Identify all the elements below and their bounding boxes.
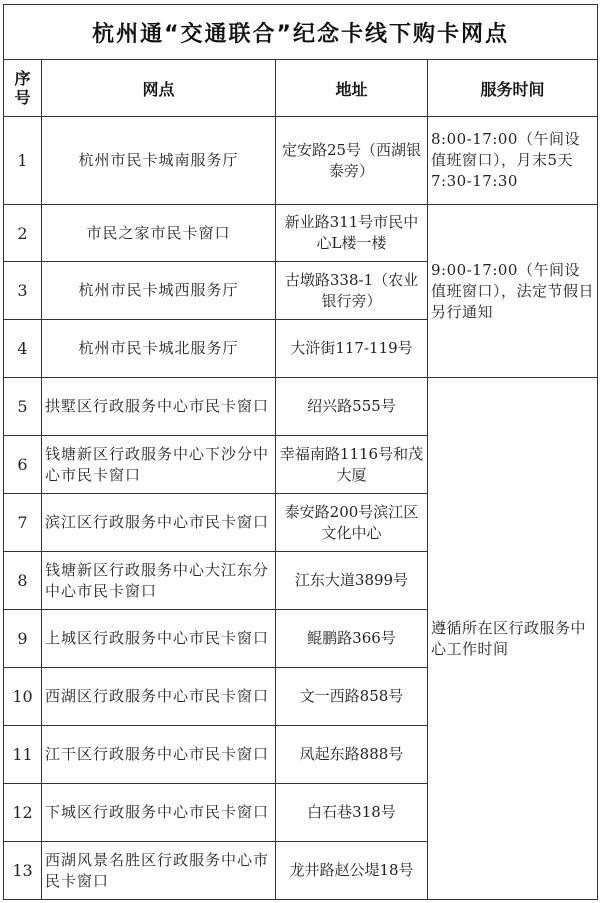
- header-row: [4, 60, 598, 117]
- row-outlet: 西湖风景名胜区行政服务中心市民卡窗口: [42, 842, 276, 900]
- row-seq: 8: [4, 552, 42, 610]
- row-address: 古墩路338-1（农业银行旁）: [276, 262, 428, 320]
- row-seq: 12: [4, 784, 42, 842]
- row-outlet: 杭州市民卡城西服务厅: [42, 262, 276, 320]
- table-title: 杭州通“交通联合”纪念卡线下购卡网点: [4, 5, 598, 60]
- row-address: 定安路25号（西湖银泰旁）: [276, 117, 428, 205]
- row-address: 凤起东路888号: [276, 726, 428, 784]
- header-outlet: 网点: [42, 60, 276, 117]
- row-address: 白石巷318号: [276, 784, 428, 842]
- row-outlet: 拱墅区行政服务中心市民卡窗口: [42, 378, 276, 436]
- row-address: 鲲鹏路366号: [276, 610, 428, 668]
- row-seq: 7: [4, 494, 42, 552]
- row-outlet: 钱塘新区行政服务中心下沙分中心市民卡窗口: [42, 436, 276, 494]
- row-outlet: 市民之家市民卡窗口: [42, 205, 276, 262]
- row-outlet: 西湖区行政服务中心市民卡窗口: [42, 668, 276, 726]
- row-address: 龙井路赵公堤18号: [276, 842, 428, 900]
- table-row: [4, 117, 598, 205]
- row-address: 大浒街117-119号: [276, 320, 428, 378]
- row-seq: 3: [4, 262, 42, 320]
- row-address: 绍兴路555号: [276, 378, 428, 436]
- header-hours: 服务时间: [428, 60, 598, 117]
- row-seq: 9: [4, 610, 42, 668]
- row-outlet: 江干区行政服务中心市民卡窗口: [42, 726, 276, 784]
- row-outlet: 滨江区行政服务中心市民卡窗口: [42, 494, 276, 552]
- row-address: 江东大道3899号: [276, 552, 428, 610]
- row-hours: 8:00-17:00（午间设值班窗口），月末5天7:30-17:30: [428, 117, 598, 205]
- row-outlet: 上城区行政服务中心市民卡窗口: [42, 610, 276, 668]
- row-hours: 遵循所在区行政服务中心工作时间: [428, 378, 598, 900]
- row-seq: 6: [4, 436, 42, 494]
- row-outlet: 钱塘新区行政服务中心大江东分中心市民卡窗口: [42, 552, 276, 610]
- row-outlet: 下城区行政服务中心市民卡窗口: [42, 784, 276, 842]
- row-seq: 13: [4, 842, 42, 900]
- outlet-table: [3, 4, 598, 900]
- table-row: [4, 205, 598, 262]
- row-address: 泰安路200号滨江区文化中心: [276, 494, 428, 552]
- row-hours: 9:00-17:00（午间设值班窗口），法定节假日另行通知: [428, 205, 598, 378]
- row-seq: 11: [4, 726, 42, 784]
- row-outlet: 杭州市民卡城北服务厅: [42, 320, 276, 378]
- table-row: [4, 378, 598, 436]
- row-address: 新业路311号市民中心L楼一楼: [276, 205, 428, 262]
- row-outlet: 杭州市民卡城南服务厅: [42, 117, 276, 205]
- title-row: [4, 5, 598, 60]
- row-seq: 2: [4, 205, 42, 262]
- header-address: 地址: [276, 60, 428, 117]
- row-address: 文一西路858号: [276, 668, 428, 726]
- row-seq: 5: [4, 378, 42, 436]
- row-seq: 10: [4, 668, 42, 726]
- row-address: 幸福南路1116号和茂大厦: [276, 436, 428, 494]
- header-seq: 序号: [4, 60, 42, 117]
- row-seq: 4: [4, 320, 42, 378]
- row-seq: 1: [4, 117, 42, 205]
